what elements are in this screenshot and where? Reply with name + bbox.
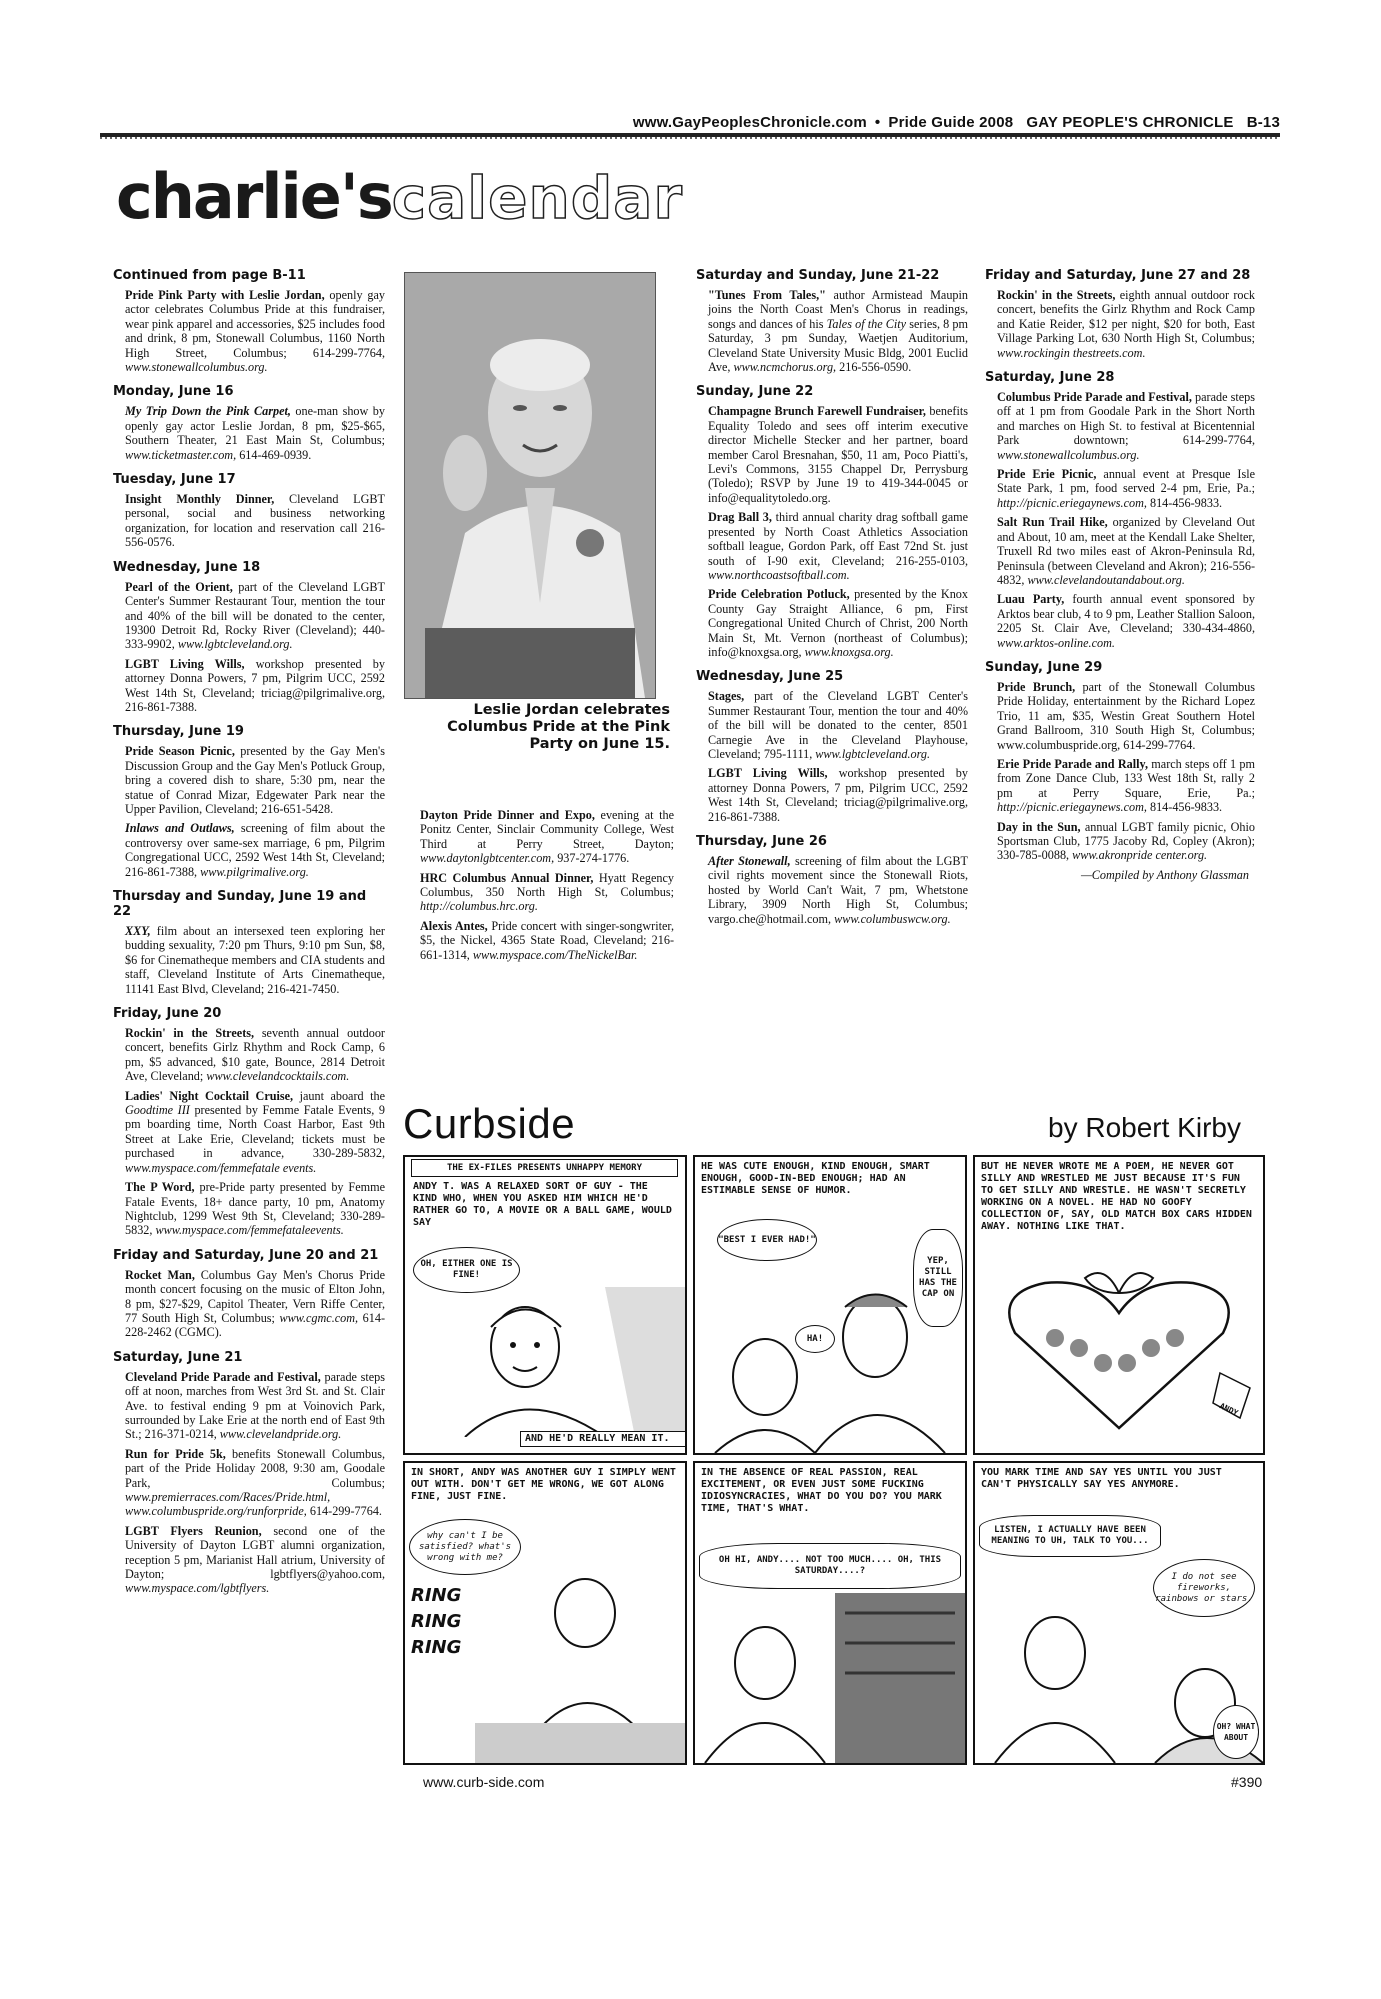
panel-1-narration: ANDY T. WAS A RELAXED SORT OF GUY - THE KIND WHO, WHEN YOU ASKED HIM WHICH HE'D RATHER GO TO, A MOVIE OR A BALL GAME, WOULD SAY bbox=[413, 1181, 672, 1228]
date-heading: Friday and Saturday, June 27 and 28 bbox=[985, 268, 1251, 283]
panel-6-bubble-1: LISTEN, I ACTUALLY HAVE BEEN MEANING TO UH, TALK TO YOU... bbox=[979, 1515, 1161, 1557]
event-run-for-pride: Run for Pride 5k, benefits Stonewall Columbus, part of the Pride Holiday 2008, 9:30 am, Goodale Park, Columbus; www.premierraces.com/Races/Pride.html, www.columbuspride.org/runforpride, 614-299-7764. bbox=[125, 1446, 385, 1519]
date-heading: Wednesday, June 18 bbox=[113, 559, 261, 575]
photo-caption: Leslie Jordan celebrates Columbus Pride at the Pink Party on June 15. bbox=[447, 702, 670, 752]
calendar-column-1 bbox=[113, 268, 385, 1601]
date-heading: Sunday, June 22 bbox=[696, 384, 814, 400]
panel-5-bubble: OH HI, ANDY.... NOT TOO MUCH.... OH, THIS SATURDAY....? bbox=[699, 1543, 961, 1589]
event-flyers-reunion: LGBT Flyers Reunion, second one of the University of Dayton LGBT alumni organization, reception 5 pm, Marianist Hall atrium, University of Dayton; lgbtflyers@yahoo.com, www.myspace.com/lgbtflyers. bbox=[125, 1523, 385, 1596]
header-website[interactable]: www.GayPeoplesChronicle.com bbox=[632, 114, 867, 131]
event-potluck: Pride Celebration Potluck, presented by the Knox County Gay Straight Alliance, 6 pm, First Congregational United Church of Christ, 200 North Main St, Mt. Vernon (northeast of Columbus); info@knoxgsa.org, www.knoxgsa.org. bbox=[708, 587, 968, 659]
panel-5-drawing bbox=[695, 1593, 965, 1763]
comic-panel-4 bbox=[403, 1461, 687, 1765]
date-heading: Saturday, June 21 bbox=[113, 1349, 243, 1365]
comic-strip bbox=[403, 1155, 1263, 1765]
panel-3-narration: BUT HE NEVER WROTE ME A POEM, HE NEVER GOT SILLY AND WRESTLED ME JUST BECAUSE IT'S FUN TO GET SILLY AND WRESTLE. HE WASN'T SECRETLY WORKING ON A NOVEL. HE HAD NO GOOFY COLLECTION OF, SAY, OLD MATCH BOX CARS HIDDEN AWAY. NOTHING LIKE THAT. bbox=[981, 1161, 1252, 1232]
panel-2-bubble-3: HA! bbox=[795, 1325, 835, 1353]
panel-1-bubble: OH, EITHER ONE IS FINE! bbox=[413, 1247, 520, 1293]
event-xxy: XXY, film about an intersexed teen exploring her budding sexuality, 7:20 pm Thurs, 9:10 pm Sun, $8, $6 for Cinematheque members and CIA students and staff, Cleveland Institute of Arts Cinematheque, 11141 East Blvd, Cleveland; 216-421-7450. bbox=[125, 924, 385, 996]
panel-3-tag: ANDY bbox=[1218, 1401, 1240, 1418]
event-columbus-parade: Columbus Pride Parade and Festival, parade steps off at 1 pm from Goodale Park in the Short North and marches on High St. to festival at Bicentennial Park downtown; 614-299-7764, www.stonewallcolumbus.org. bbox=[997, 390, 1255, 462]
event-champagne-brunch: Champagne Brunch Farewell Fundraiser, benefits Equality Toledo and sees off interim executive director Michelle Stecker and her partner, board member Carol Bresnahan, $50, 11 am, Poco Piatti's, Levi's Commons, 3155 Chappel Dr, Perrysburg (Toledo); RSVP by June 19 to 419-344-0045 or info@equalitytoledo.org. bbox=[708, 404, 968, 505]
comic-footer-number: #390 bbox=[1231, 1774, 1263, 1790]
header-dot-rule bbox=[100, 137, 1280, 139]
event-erie-picnic: Pride Erie Picnic, annual event at Presque Isle State Park, 1 pm, food served 2-4 pm, Erie, Pa.; http://picnic.eriegaynews.com, 814-456-9833. bbox=[997, 467, 1255, 510]
event-dayton-dinner: Dayton Pride Dinner and Expo, evening at the Ponitz Center, Sinclair Community College, West Third at Perry Street, Dayton; www.daytonlgbtcenter.com, 937-274-1776. bbox=[420, 808, 675, 866]
calendar-column-3-body bbox=[696, 268, 968, 931]
event-rockin-streets: Rockin' in the Streets, seventh annual outdoor concert, benefits Girlz Rhythm and Rock Camp, 6 pm, $5 advanced, $10 gate, Bounce, 2814 Detroit Ave, Cleveland; www.clevelandcocktails.com. bbox=[125, 1026, 385, 1084]
header-section: Pride Guide 2008 bbox=[888, 114, 1014, 131]
calendar-column-2 bbox=[420, 808, 674, 967]
date-heading: Sunday, June 29 bbox=[985, 659, 1103, 675]
panel-1-drawing bbox=[405, 1287, 685, 1437]
event-day-in-the-sun: Day in the Sun, annual LGBT family picnic, Ohio Sportsman Club, 1775 Jacoby Rd, Copley (Akron); 330-785-0088, www.akronpride center.org. bbox=[997, 819, 1255, 863]
panel-2-narration: HE WAS CUTE ENOUGH, KIND ENOUGH, SMART ENOUGH, GOOD-IN-BED ENOUGH; HAD AN ESTIMABLE SENSE OF HUMOR. bbox=[701, 1161, 930, 1196]
comic-panel-1 bbox=[403, 1155, 687, 1455]
panel-4-ring-sfx: RING RING RING bbox=[411, 1585, 462, 1658]
comic-byline: by Robert Kirby bbox=[1048, 1112, 1241, 1143]
header-paper: GAY PEOPLE'S CHRONICLE bbox=[1026, 114, 1234, 131]
event-cleveland-parade: Cleveland Pride Parade and Festival, parade steps off at noon, marches from West 3rd St. and St. Clair Ave. to festival ending 9 pm at Voinovich Park, surrounded by Lake Erie at the north end of East 9th St.; 216-371-0214, www.clevelandpride.org. bbox=[125, 1369, 385, 1442]
event-rocket-man: Rocket Man, Columbus Gay Men's Chorus Pride month concert focusing on the music of Elton John, 8 pm, $27-$29, Capitol Theater, Vern Riffe Center, 77 South High St, Columbus; www.cgmc.com, 614-228-2462 (CGMC). bbox=[125, 1267, 385, 1340]
event-pride-brunch: Pride Brunch, part of the Stonewall Columbus Pride Holiday, entertainment by the Richard Lopez Trio, 11 am, $35, Westin Great Southern Hotel Grand Ballroom, 310 South High St, Columbus; www.columbuspride.org, 614-299-7764. bbox=[997, 679, 1255, 752]
panel-1-footer: AND HE'D REALLY MEAN IT. bbox=[520, 1431, 687, 1447]
leslie-jordan-photo bbox=[404, 272, 656, 699]
date-heading: Friday and Saturday, June 20 and 21 bbox=[113, 1247, 379, 1263]
date-heading: Thursday, June 26 bbox=[696, 834, 827, 849]
masthead-bold: charlie's bbox=[116, 160, 392, 233]
comic-panel-3 bbox=[973, 1155, 1265, 1455]
panel-4-drawing bbox=[475, 1563, 685, 1763]
panel-2-drawing bbox=[695, 1267, 965, 1453]
portrait-illustration bbox=[405, 273, 655, 698]
comic-panel-5 bbox=[693, 1461, 967, 1765]
date-heading: Saturday, June 28 bbox=[985, 370, 1115, 386]
header-page: B-13 bbox=[1246, 114, 1280, 131]
event-ladies-night: Ladies' Night Cocktail Cruise, jaunt aboard the Goodtime III presented by Femme Fatale Events, 9 pm boarding time, North Coast Harbor, East 9th Street at Lake Erie, Cleveland; tickets must be purchased in advance, 330-289-5832, www.myspace.com/femmefatale events. bbox=[125, 1088, 386, 1175]
date-heading: Thursday and Sunday, June 19 and 22 bbox=[113, 889, 367, 919]
masthead-outline: calendar bbox=[391, 164, 684, 232]
panel-6-narration: YOU MARK TIME AND SAY YES UNTIL YOU JUST CAN'T PHYSICALLY SAY YES ANYMORE. bbox=[981, 1467, 1222, 1490]
panel-2-bubble-2: YEP, STILL HAS THE CAP ON bbox=[913, 1229, 963, 1327]
date-heading: Saturday and Sunday, June 21-22 bbox=[696, 268, 940, 283]
comic-panel-2 bbox=[693, 1155, 967, 1455]
date-heading: Tuesday, June 17 bbox=[113, 472, 236, 488]
event-rockin-streets-2: Rockin' in the Streets, eighth annual outdoor rock concert, benefits the Girlz Rhythm and Rock Camp and Katie Reider, $12 per night, $20 for both, East Village Parking Lot, 630 North High St, Columbus; www.rockingin thestreets.com. bbox=[997, 288, 1255, 360]
event-pink-party: Pride Pink Party with Leslie Jordan, openly gay actor celebrates Columbus Pride at this fundraiser, wear pink apparel and accessories, $25 includes food and drink, 8 pm, Stonewall Columbus, 1160 North High Street, Columbus; 614-299-7764, www.stonewallcolumbus.org. bbox=[125, 288, 385, 375]
comic-title: Curbside bbox=[403, 1100, 576, 1147]
continued-label: Continued from page B-11 bbox=[113, 268, 306, 283]
date-heading: Wednesday, June 25 bbox=[696, 669, 844, 685]
date-heading: Monday, June 16 bbox=[113, 384, 234, 400]
event-tunes-from-tales: "Tunes From Tales," author Armistead Maupin joins the North Coast Men's Chorus in readings, songs and dances of his Tales of the City series, 8 pm Saturday, 3 pm Sunday, Waetjen Auditorium, Cleveland State University Music Bldg, 2001 Euclid Ave, www.ncmchorus.org, 216-556-0590. bbox=[708, 288, 968, 375]
panel-4-narration: IN SHORT, ANDY WAS ANOTHER GUY I SIMPLY WENT OUT WITH. DON'T GET ME WRONG, WE GOT ALONG FINE, JUST FINE. bbox=[411, 1467, 676, 1502]
event-pearl: Pearl of the Orient, part of the Cleveland LGBT Center's Summer Restaurant Tour, mention the tour and 40% of the bill will be donated to the center, 19300 Detroit Rd, Rocky River (Cleveland); 440-333-9902, www.lgbtcleveland.org. bbox=[125, 579, 385, 652]
heart-box-drawing bbox=[975, 1253, 1263, 1453]
event-insight: Insight Monthly Dinner, Cleveland LGBT personal, social and business networking organization, for location and reservation call 216-556-0576. bbox=[125, 492, 385, 550]
event-living-wills-2: LGBT Living Wills, workshop presented by attorney Donna Powers, 7 pm, Pilgrim UCC, 2592 West 14th St, Cleveland; triciag@pilgrimalive.org, 216-861-7388. bbox=[708, 766, 968, 824]
event-drag-ball: Drag Ball 3, third annual charity drag softball game presented by North Coast Athletics Association softball league, Gordon Park, off East 72nd St. just south of I-90 exit, Cleveland; 216-255-0103, www.northcoastsoftball.com. bbox=[708, 510, 968, 582]
event-salt-run-hike: Salt Run Trail Hike, organized by Cleveland Out and About, 10 am, meet at the Kendall Lake Shelter, Truxell Rd two miles east of Akron-Peninsula Rd, Peninsula (between Cleveland and Akron); 216-556-4832, www.clevelandoutandabout.org. bbox=[997, 515, 1255, 587]
panel-2-bubble-1: "BEST I EVER HAD!" bbox=[717, 1219, 817, 1261]
panel-6-bubble-3: OH? WHAT ABOUT bbox=[1213, 1705, 1259, 1759]
event-inlaws: Inlaws and Outlaws, screening of film about the controversy over same-sex marriage, 6 pm, Pilgrim Congregational UCC, 2592 West 14th St, Cleveland; 216-861-7388, www.pilgrimalive.org. bbox=[125, 821, 385, 879]
masthead bbox=[116, 160, 683, 240]
event-my-trip: My Trip Down the Pink Carpet, one-man show by openly gay actor Leslie Jordan, 8 pm, $25-$65, Southern Theater, 21 East Main St, Columbus; www.ticketmaster.com, 614-469-0939. bbox=[125, 404, 385, 462]
panel-5-narration: IN THE ABSENCE OF REAL PASSION, REAL EXCITEMENT, OR EVEN JUST SOME FUCKING IDIOSYNCRACIES, WHAT DO YOU DO? YOU MARK TIME, THAT'S WHAT. bbox=[701, 1467, 942, 1514]
event-erie-parade: Erie Pride Parade and Rally, march steps off 1 pm from Zone Dance Club, 133 West 18th St, rally 2 pm at Perry Square, Erie, Pa.; http://picnic.eriegaynews.com, 814-456-9833. bbox=[997, 756, 1256, 815]
comic-banner: THE EX-FILES PRESENTS UNHAPPY MEMORY bbox=[411, 1159, 678, 1177]
compiled-credit: —Compiled by Anthony Glassman bbox=[1080, 867, 1249, 882]
event-living-wills: LGBT Living Wills, workshop presented by attorney Donna Powers, 7 pm, Pilgrim UCC, 2592 West 14th St, Cleveland; triciag@pilgrimalive.org, 216-861-7388. bbox=[125, 656, 385, 714]
event-luau-party: Luau Party, fourth annual event sponsored by Arktos bear club, 4 to 9 pm, Leather Stallion Saloon, 2205 St. Clair Ave, Cleveland; 330-434-4860, www.arktos-online.com. bbox=[997, 592, 1255, 650]
date-heading: Thursday, June 19 bbox=[113, 724, 244, 740]
event-stages: Stages, part of the Cleveland LGBT Center's Summer Restaurant Tour, mention the tour and 40% of the bill will be donated to the center, 8501 Carnegie Ave in the Cleveland Playhouse, Cleveland; 795-1111, www.lgbtcleveland.org. bbox=[708, 689, 968, 761]
panel-4-bubble: why can't I be satisfied? what's wrong with me? bbox=[409, 1519, 521, 1575]
calendar-column-4 bbox=[985, 268, 1255, 887]
event-season-picnic: Pride Season Picnic, presented by the Gay Men's Discussion Group and the Gay Men's Potluck Group, bring a covered dish to share, 5:30 pm, near the statue of Conrad Mizar, Edgewater Park near the Upper Pavilion, Cleveland; 216-651-5428. bbox=[125, 744, 385, 816]
panel-6-bubble-2: I do not see fireworks, rainbows or stars. bbox=[1153, 1559, 1255, 1617]
comic-panel-6 bbox=[973, 1461, 1265, 1765]
event-after-stonewall: After Stonewall, screening of film about the LGBT civil rights movement since the Stonewall Riots, hosted by World Can't Wait, 7 pm, Whetstone Library, 3909 North High St, Columbus; vargo.che@hotmail.com, www.columbuswcw.org. bbox=[708, 854, 968, 926]
date-heading: Friday, June 20 bbox=[113, 1006, 222, 1022]
event-p-word: The P Word, pre-Pride party presented by Femme Fatale Events, 18+ dance party, 10 pm, Anatomy Nightclub, 1299 West 9th St, Cleveland; 330-289-5832, www.myspace.com/femmefataleevents. bbox=[125, 1180, 385, 1238]
page-header bbox=[520, 114, 1280, 131]
header-separator: • bbox=[874, 114, 881, 131]
event-alexis-antes: Alexis Antes, Pride concert with singer-songwriter, $5, the Nickel, 4365 State Road, Cleveland; 216-661-1314, www.myspace.com/TheNickelBar. bbox=[420, 918, 674, 962]
comic-footer-url[interactable]: www.curb-side.com bbox=[423, 1774, 545, 1790]
event-hrc-dinner: HRC Columbus Annual Dinner, Hyatt Regency Columbus, 350 North High St, Columbus; http://columbus.hrc.org. bbox=[420, 870, 675, 914]
